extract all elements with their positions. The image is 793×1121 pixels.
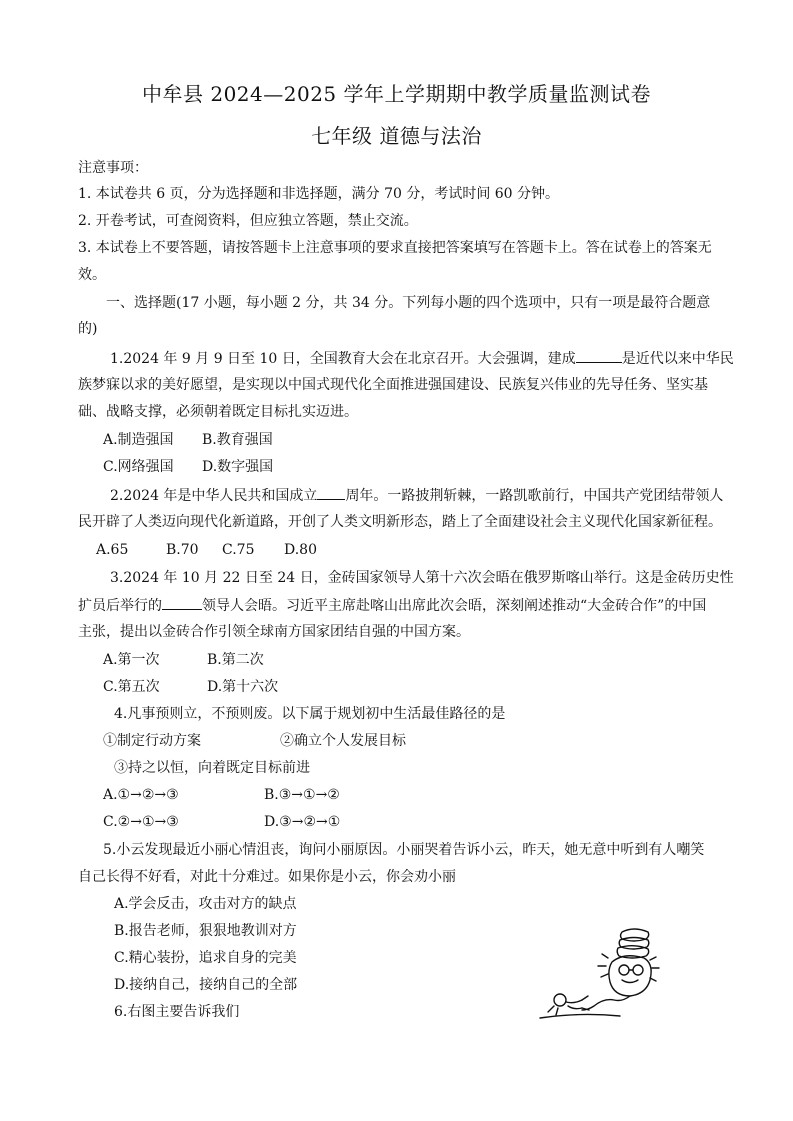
q4-option-b: B.③→①→② xyxy=(264,787,340,803)
q1-stem-part1: 1.2024 年 9 月 9 日至 10 日，全国教育大会在北京召开。大会强调，建成 xyxy=(110,351,576,367)
q5-option-d: D.接纳自己，接纳自己的全部 xyxy=(114,977,298,993)
q5-option-c: C.精心装扮，追求自身的完美 xyxy=(114,950,297,966)
q3-option-d: D.第十六次 xyxy=(207,679,279,695)
q4-option-c: C.②→①→③ xyxy=(103,814,179,830)
q3-stem-line1: 3.2024 年 10 月 22 日至 24 日，金砖国家领导人第十六次会晤在俄罗斯喀山举行。这是金砖历史性 xyxy=(110,570,734,586)
q1-option-c: C.网络强国 xyxy=(103,459,174,475)
q2-option-a: A.65 xyxy=(96,542,129,558)
notice-item-1: 1. 本试卷共 6 页，分为选择题和非选择题，满分 70 分，考试时间 60 分钟。 xyxy=(78,186,560,202)
notice-item-3: 3. 本试卷上不要答题，请按答题卡上注意事项的要求直接把答案填写在答题卡上。答在试卷上的答案无 xyxy=(78,240,712,256)
cartoon-illustration xyxy=(538,922,668,1022)
exam-title: 中牟县 2024—2025 学年上学期期中教学质量监测试卷 xyxy=(141,82,651,106)
q2-option-d: D.80 xyxy=(284,542,317,558)
section1-heading: 一、选择题(17 小题，每小题 2 分，共 34 分。下列每小题的四个选项中，只有一项是最符合题意 xyxy=(106,295,711,311)
q4-option-d: D.③→②→① xyxy=(264,814,341,830)
q5-stem-line2: 自己长得不好看，对此十分难过。如果你是小云，你会劝小丽 xyxy=(78,869,456,885)
q2-stem-line2: 民开辟了人类迈向现代化新道路，开创了人类文明新形态，踏上了全面建设社会主义现代化国家新征程。 xyxy=(78,514,722,530)
q5-option-a: A.学会反击，攻击对方的缺点 xyxy=(114,896,297,912)
q4-item-3: ③持之以恒，向着既定目标前进 xyxy=(114,760,310,776)
q4-option-a: A.①→②→③ xyxy=(103,787,179,803)
q1-option-d: D.数字强国 xyxy=(202,459,274,475)
q4-item-1: ①制定行动方案 xyxy=(103,733,201,749)
q3-option-a: A.第一次 xyxy=(103,652,160,668)
q3-stem-line2 xyxy=(78,595,706,616)
q3-stem-part2: 领导人会晤。习近平主席赴喀山出席此次会晤，深刻阐述推动“大金砖合作”的中国 xyxy=(202,598,707,614)
q3-stem-line3: 主张，提出以金砖合作引领全球南方国家团结自强的中国方案。 xyxy=(78,624,470,640)
q1-stem-part2: 是近代以来中华民 xyxy=(621,351,734,367)
q1-option-b: B.教育强国 xyxy=(202,432,273,448)
q2-option-b: B.70 xyxy=(166,542,199,558)
q1-stem-line1 xyxy=(110,348,734,369)
q1-option-a: A.制造强国 xyxy=(103,432,174,448)
q2-stem-part2: 周年。一路披荆斩棘，一路凯歌前行，中国共产党团结带领人 xyxy=(345,488,724,504)
q1-stem-line2: 族梦寐以求的美好愿望，是实现以中国式现代化全面推进强国建设、民族复兴伟业的先导任务、坚实基 xyxy=(78,377,708,393)
q1-stem-line3: 础、战略支撑，必须朝着既定目标扎实迈进。 xyxy=(78,404,358,420)
q2-blank xyxy=(317,485,345,500)
q5-stem-line1: 5.小云发现最近小丽心情沮丧，询问小丽原因。小丽哭着告诉小云，昨天，她无意中听到有人嘲笑 xyxy=(103,842,705,858)
q6-stem: 6.右图主要告诉我们 xyxy=(114,1004,240,1020)
notice-item-3-cont: 效。 xyxy=(78,267,106,283)
q2-stem-part1: 2.2024 年是中华人民共和国成立 xyxy=(110,488,318,504)
q3-blank xyxy=(162,595,202,610)
q3-stem-part1: 扩员后举行的 xyxy=(78,598,162,614)
q1-blank xyxy=(576,348,622,363)
notice-item-2: 2. 开卷考试，可查阅资料，但应独立答题，禁止交流。 xyxy=(78,213,418,229)
q3-option-c: C.第五次 xyxy=(103,679,160,695)
section1-heading-cont: 的) xyxy=(78,321,98,337)
q2-stem-line1 xyxy=(110,485,723,506)
exam-subtitle: 七年级 道德与法治 xyxy=(311,124,482,148)
q4-item-2: ②确立个人发展目标 xyxy=(280,733,406,749)
notice-heading: 注意事项： xyxy=(78,160,148,176)
q5-option-b: B.报告老师，狠狠地教训对方 xyxy=(114,923,297,939)
q2-option-c: C.75 xyxy=(222,542,255,558)
q4-stem: 4.凡事预则立，不预则废。以下属于规划初中生活最佳路径的是 xyxy=(114,706,506,722)
q3-option-b: B.第二次 xyxy=(207,652,264,668)
